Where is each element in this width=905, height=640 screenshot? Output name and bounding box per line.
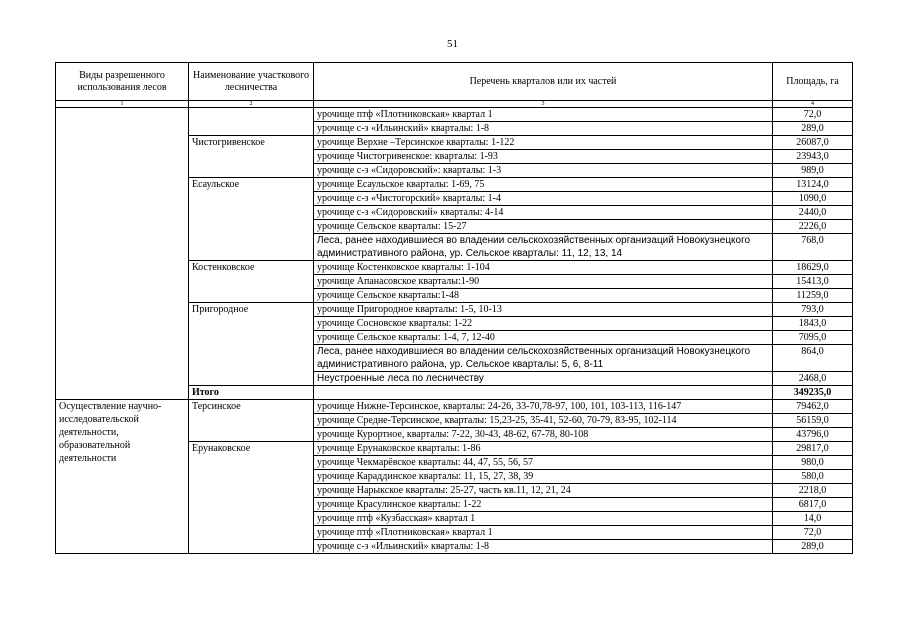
forestry-cell: Костенковское (189, 261, 314, 303)
quarter-cell: Неустроенные леса по лесничеству (314, 372, 773, 386)
quarter-cell: урочище Апанасовское кварталы:1-90 (314, 275, 773, 289)
area-cell: 29817,0 (773, 442, 853, 456)
col-number-4: 4 (773, 101, 853, 108)
quarter-cell: урочище Средне-Терсинское, кварталы: 15,23-25, 35-41, 52-60, 70-79, 83-95, 102-114 (314, 414, 773, 428)
forestry-cell (189, 108, 314, 136)
area-cell: 13124,0 (773, 178, 853, 192)
quarter-cell: урочище Курортное, кварталы: 7-22, 30-43, 48-62, 67-78, 80-108 (314, 428, 773, 442)
area-cell: 11259,0 (773, 289, 853, 303)
area-cell: 14,0 (773, 512, 853, 526)
area-cell: 79462,0 (773, 400, 853, 414)
area-cell: 7095,0 (773, 331, 853, 345)
forestry-cell: Пригородное (189, 303, 314, 386)
area-cell: 989,0 (773, 164, 853, 178)
quarter-cell: урочище Красулинское кварталы: 1-22 (314, 498, 773, 512)
header-use-type: Виды разрешенного использования лесов (56, 63, 189, 101)
quarter-cell: Леса, ранее находившиеся во владении сельскохозяйственных организаций Новокузнецкого административного района, ур. Сельское кварталы: 5, 6, 8-11 (314, 345, 773, 372)
area-cell: 864,0 (773, 345, 853, 372)
col-number-3: 3 (314, 101, 773, 108)
total-empty-cell (314, 386, 773, 400)
area-cell: 1843,0 (773, 317, 853, 331)
header-forestry: Наименование участкового лесничества (189, 63, 314, 101)
quarter-cell: урочище Пригородное кварталы: 1-5, 10-13 (314, 303, 773, 317)
quarter-cell: урочище Нижне-Терсинское, кварталы: 24-26, 33-70,78-97, 100, 101, 103-113, 116-147 (314, 400, 773, 414)
quarter-cell: урочище Костенковское кварталы: 1-104 (314, 261, 773, 275)
forestry-cell: Чистогривенское (189, 136, 314, 178)
area-cell: 6817,0 (773, 498, 853, 512)
forestry-cell: Терсинское (189, 400, 314, 442)
area-cell: 793,0 (773, 303, 853, 317)
quarter-cell: урочище птф «Плотниковская» квартал 1 (314, 108, 773, 122)
area-cell: 768,0 (773, 234, 853, 261)
quarter-cell: урочище Чекмарёвское кварталы: 44, 47, 55, 56, 57 (314, 456, 773, 470)
page-number: 51 (447, 38, 458, 50)
area-cell: 2468,0 (773, 372, 853, 386)
area-cell: 2226,0 (773, 220, 853, 234)
area-cell: 15413,0 (773, 275, 853, 289)
area-cell: 72,0 (773, 526, 853, 540)
area-cell: 2218,0 (773, 484, 853, 498)
quarter-cell: урочище Ерунаковское кварталы: 1-86 (314, 442, 773, 456)
col-number-1: 1 (56, 101, 189, 108)
quarter-cell: урочище с-з «Ильинский» кварталы: 1-8 (314, 540, 773, 554)
area-cell: 580,0 (773, 470, 853, 484)
quarter-cell: урочище с-з «Ильинский» кварталы: 1-8 (314, 122, 773, 136)
forestry-cell: Ерунаковское (189, 442, 314, 554)
area-cell: 56159,0 (773, 414, 853, 428)
area-cell: 2440,0 (773, 206, 853, 220)
quarter-cell: урочище Сельское кварталы:1-48 (314, 289, 773, 303)
quarter-cell: урочище Чистогривенское: кварталы: 1-93 (314, 150, 773, 164)
quarter-cell: урочище Караддинское кварталы: 11, 15, 27, 38, 39 (314, 470, 773, 484)
area-cell: 289,0 (773, 540, 853, 554)
area-cell: 26087,0 (773, 136, 853, 150)
quarter-cell: урочище Сельское кварталы: 15-27 (314, 220, 773, 234)
area-cell: 72,0 (773, 108, 853, 122)
header-quarters: Перечень кварталов или их частей (314, 63, 773, 101)
quarter-cell: урочище с-з «Сидоровский»: кварталы: 1-3 (314, 164, 773, 178)
area-cell: 43796,0 (773, 428, 853, 442)
quarter-cell: урочище Есаульское кварталы: 1-69, 75 (314, 178, 773, 192)
forestry-cell: Есаульское (189, 178, 314, 261)
quarter-cell: урочище с-з «Сидоровский» кварталы: 4-14 (314, 206, 773, 220)
area-cell: 1090,0 (773, 192, 853, 206)
quarter-cell: урочище Нарыкское кварталы: 25-27, часть кв.11, 12, 21, 24 (314, 484, 773, 498)
total-value: 349235,0 (773, 386, 853, 400)
quarter-cell: урочище птф «Кузбасская» квартал 1 (314, 512, 773, 526)
use-type-cell (56, 108, 189, 400)
table-row (56, 400, 853, 414)
quarter-cell: урочище Верхне –Терсинское кварталы: 1-122 (314, 136, 773, 150)
area-cell: 18629,0 (773, 261, 853, 275)
area-cell: 289,0 (773, 122, 853, 136)
forest-use-table (55, 62, 853, 554)
use-type-cell: Осуществление научно-исследовательской деятельности, образовательной деятельности (56, 400, 189, 554)
header-area: Площадь, га (773, 63, 853, 101)
quarter-cell: урочище с-з «Чистогорский» кварталы: 1-4 (314, 192, 773, 206)
table-row (56, 108, 853, 122)
total-label: Итого (189, 386, 314, 400)
quarter-cell: урочище Сельское кварталы: 1-4, 7, 12-40 (314, 331, 773, 345)
area-cell: 23943,0 (773, 150, 853, 164)
quarter-cell: урочище птф «Плотниковская» квартал 1 (314, 526, 773, 540)
col-number-2: 2 (189, 101, 314, 108)
area-cell: 980,0 (773, 456, 853, 470)
quarter-cell: урочище Сосновское кварталы: 1-22 (314, 317, 773, 331)
quarter-cell: Леса, ранее находившиеся во владении сельскохозяйственных организаций Новокузнецкого административного района, ур. Сельское кварталы: 11, 12, 13, 14 (314, 234, 773, 261)
